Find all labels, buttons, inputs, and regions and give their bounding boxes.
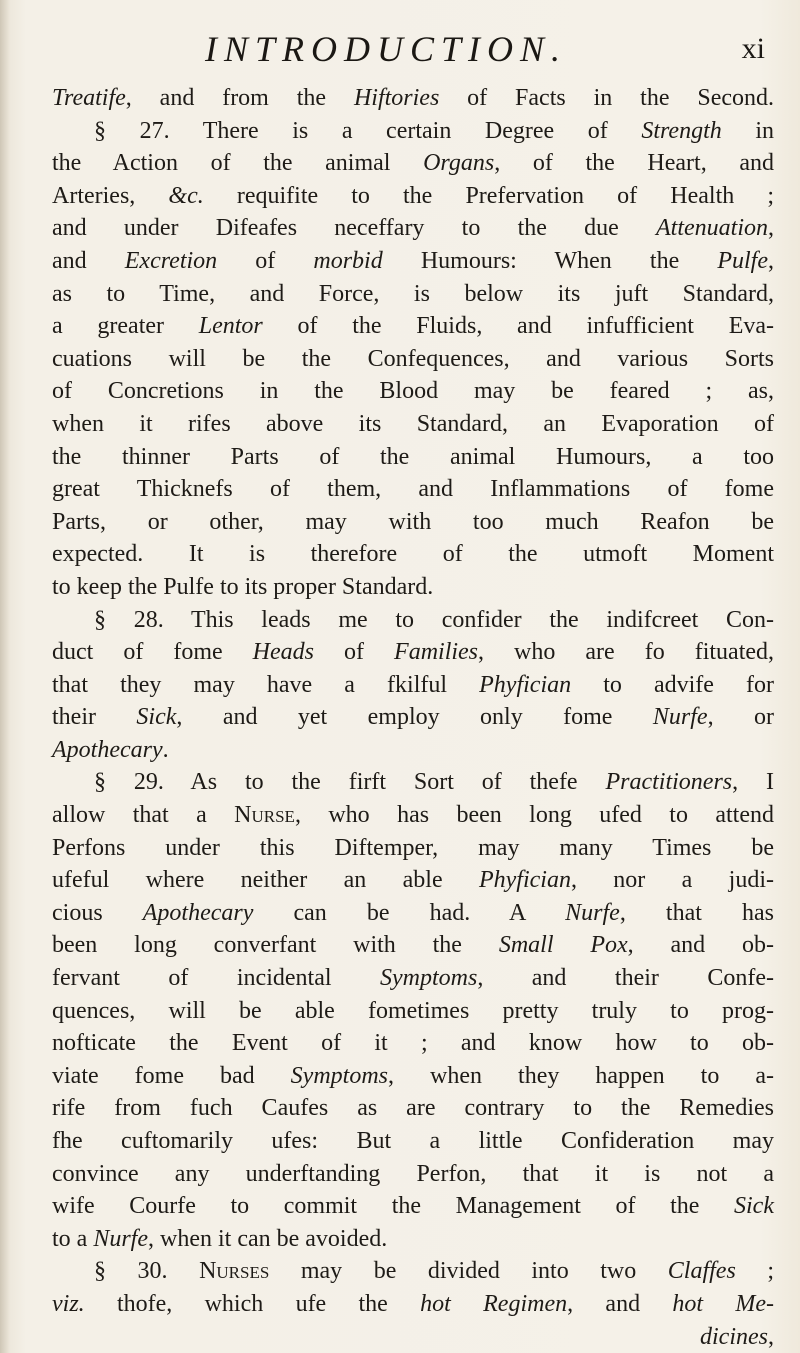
text-run: that they may have a fkilful bbox=[52, 671, 480, 698]
text-line bbox=[52, 180, 774, 213]
italic-text: Practitioners bbox=[605, 769, 733, 796]
text-run: , and bbox=[567, 1290, 673, 1317]
text-run: can be had. A bbox=[253, 899, 566, 926]
text-run: , when they happen to a- bbox=[388, 1062, 775, 1089]
text-line bbox=[52, 245, 774, 278]
text-run: thofe, which ufe the bbox=[84, 1290, 421, 1317]
text-line bbox=[52, 212, 774, 245]
italic-text: Apothecary bbox=[142, 899, 254, 926]
italic-text: Small Pox bbox=[498, 932, 628, 959]
page-number: xi bbox=[741, 32, 765, 65]
text-line bbox=[52, 1027, 774, 1060]
text-run: § 28. This leads me to confider the indifcreet Con- bbox=[94, 606, 774, 633]
text-run: the Action of the animal bbox=[52, 150, 424, 177]
italic-text: Pulfe bbox=[717, 247, 768, 274]
text-line bbox=[52, 1158, 774, 1191]
text-run: in bbox=[721, 117, 774, 144]
text-run: duct of fome bbox=[52, 639, 253, 666]
text-line bbox=[52, 441, 774, 474]
text-line bbox=[52, 375, 774, 408]
text-run: their bbox=[52, 704, 137, 731]
text-run: and under Difeafes neceffary to the due bbox=[52, 215, 657, 242]
italic-text: Strength bbox=[641, 117, 722, 144]
text-line bbox=[52, 962, 774, 995]
italic-text: Claffes bbox=[667, 1258, 736, 1285]
text-line bbox=[52, 669, 774, 702]
text-run: of the Fluids, and infufficient Eva- bbox=[262, 313, 775, 340]
text-run: Perfons under this Diftemper, may many Times be bbox=[52, 834, 774, 861]
text-run: , and yet employ only fome bbox=[176, 704, 653, 731]
text-line bbox=[52, 1190, 774, 1223]
italic-text: Heads bbox=[252, 639, 314, 666]
text-run: , and ob- bbox=[627, 932, 774, 959]
italic-text: &c. bbox=[168, 182, 204, 209]
running-head: INTRODUCTION. bbox=[205, 29, 568, 69]
text-run: great Thicknefs of them, and Inflammations of fome bbox=[52, 476, 774, 503]
text-line bbox=[52, 538, 774, 571]
text-run: quences, will be able fometimes pretty truly to prog- bbox=[52, 997, 774, 1024]
text-run: , of the Heart, and bbox=[494, 150, 775, 177]
text-line bbox=[52, 1125, 774, 1158]
text-run: ufeful where neither an able bbox=[52, 867, 479, 894]
italic-text: Nurfe bbox=[565, 899, 620, 926]
page-header bbox=[205, 28, 775, 72]
text-run: may be divided into two bbox=[269, 1258, 668, 1285]
text-line bbox=[52, 506, 774, 539]
text-run: , I bbox=[732, 769, 774, 796]
italic-text: Lentor bbox=[198, 313, 263, 340]
text-line bbox=[52, 897, 774, 930]
text-run: nofticate the Event of it ; and know how to ob- bbox=[52, 1030, 774, 1057]
text-run: of Facts in the Second. bbox=[439, 85, 775, 111]
text-line bbox=[52, 766, 774, 799]
text-line bbox=[52, 995, 774, 1028]
text-line bbox=[52, 82, 774, 115]
text-line bbox=[52, 604, 774, 637]
text-run: , or bbox=[707, 704, 774, 731]
text-line bbox=[52, 1060, 774, 1093]
small-caps-text: Nurses bbox=[199, 1258, 270, 1285]
text-line bbox=[52, 864, 774, 897]
italic-text: Organs bbox=[423, 150, 495, 177]
text-run: rife from fuch Caufes as are contrary to the Remedies bbox=[52, 1095, 774, 1122]
text-line bbox=[52, 734, 774, 767]
text-run: allow that a bbox=[52, 802, 235, 829]
italic-text: Treatife bbox=[52, 85, 126, 111]
text-line bbox=[52, 799, 774, 832]
text-run: viate fome bad bbox=[52, 1062, 291, 1089]
text-line bbox=[52, 571, 774, 604]
italic-text: Families bbox=[394, 639, 479, 666]
italic-text: Sick bbox=[136, 704, 177, 731]
text-run: to keep the Pulfe to its proper Standard. bbox=[52, 573, 434, 600]
text-run: been long converfant with the bbox=[52, 932, 499, 959]
italic-text: viz. bbox=[52, 1290, 85, 1317]
italic-text: Hiftories bbox=[353, 85, 440, 111]
italic-text: hot Me- bbox=[672, 1290, 775, 1317]
text-run: expected. It is therefore of the utmoft Moment bbox=[52, 541, 774, 568]
text-line bbox=[52, 408, 774, 441]
text-line bbox=[52, 701, 774, 734]
text-run: cuations will be the Confequences, and various Sorts bbox=[52, 345, 774, 372]
text-run: , who are fo fituated, bbox=[478, 639, 775, 666]
text-run: § 30. bbox=[94, 1258, 200, 1285]
text-line bbox=[52, 636, 774, 669]
italic-text: Nurfe bbox=[93, 1225, 148, 1252]
page-gutter bbox=[0, 0, 10, 1353]
italic-text: dicines bbox=[700, 1323, 768, 1350]
italic-text: morbid bbox=[313, 247, 383, 274]
italic-text: Symptoms bbox=[290, 1062, 388, 1089]
text-run: Arteries, bbox=[52, 182, 169, 209]
text-line bbox=[52, 832, 774, 865]
text-run: § 29. As to the firft Sort of thefe bbox=[94, 769, 606, 796]
text-run: to a bbox=[52, 1225, 94, 1252]
text-run: when it rifes above its Standard, an Evaporation of bbox=[52, 410, 774, 437]
text-run: fhe cuftomarily ufes: But a little Confideration may bbox=[52, 1128, 774, 1154]
text-run: requifite to the Prefervation of Health ; bbox=[203, 182, 775, 209]
text-run: fervant of incidental bbox=[52, 965, 380, 992]
italic-text: Sick bbox=[734, 1193, 774, 1220]
text-run: , bbox=[768, 215, 774, 242]
text-run: , and from the bbox=[125, 85, 354, 111]
text-run: wife Courfe to commit the Management of the bbox=[52, 1193, 735, 1220]
text-line bbox=[52, 278, 774, 311]
text-line bbox=[52, 310, 774, 343]
text-line bbox=[52, 343, 774, 376]
text-run: cious bbox=[52, 899, 143, 926]
text-line bbox=[52, 1255, 774, 1288]
text-line bbox=[52, 115, 774, 148]
text-run: , who has been long ufed to attend bbox=[294, 802, 774, 829]
text-run: to advife for bbox=[571, 671, 775, 698]
italic-text: Excretion bbox=[124, 247, 218, 274]
italic-text: Symptoms bbox=[379, 965, 478, 992]
text-run: of bbox=[217, 247, 314, 274]
text-run: § 27. There is a certain Degree of bbox=[94, 117, 642, 144]
italic-text: Apothecary bbox=[52, 736, 163, 763]
text-run: , when it can be avoided. bbox=[148, 1225, 388, 1252]
text-line bbox=[52, 1092, 774, 1125]
text-run: Humours: When the bbox=[382, 247, 718, 274]
text-line bbox=[52, 1288, 774, 1321]
italic-text: Phyfician bbox=[479, 671, 572, 698]
text-run: . bbox=[162, 736, 169, 763]
text-line bbox=[52, 929, 774, 962]
italic-text: hot Regimen bbox=[420, 1290, 568, 1317]
text-line bbox=[52, 473, 774, 506]
text-run: of bbox=[314, 639, 395, 666]
text-run: a greater bbox=[52, 313, 199, 340]
italic-text: Nurfe bbox=[652, 704, 708, 731]
text-line bbox=[52, 1223, 774, 1256]
text-run: and bbox=[52, 247, 125, 274]
text-run: , bbox=[768, 247, 774, 274]
text-run: convince any underftanding Perfon, that it is not a bbox=[52, 1160, 774, 1187]
small-caps-text: Nurse bbox=[234, 802, 295, 829]
text-line bbox=[52, 147, 774, 180]
text-run: of Concretions in the Blood may be feared ; as, bbox=[52, 378, 774, 405]
text-run: the thinner Parts of the animal Humours, a too bbox=[52, 443, 774, 470]
text-run: , and their Confe- bbox=[477, 965, 774, 992]
text-run: , nor a judi- bbox=[570, 867, 774, 894]
text-run: , bbox=[768, 1323, 774, 1350]
italic-text: Phyfician bbox=[478, 867, 571, 894]
text-run: as to Time, and Force, is below its juft Standard, bbox=[52, 280, 774, 307]
text-line bbox=[52, 1321, 774, 1353]
text-run: Parts, or other, may with too much Reafon be bbox=[52, 508, 774, 535]
text-run: ; bbox=[735, 1258, 775, 1285]
italic-text: Attenuation bbox=[656, 215, 768, 242]
text-run: , that has bbox=[619, 899, 774, 926]
body-text bbox=[52, 82, 774, 1353]
